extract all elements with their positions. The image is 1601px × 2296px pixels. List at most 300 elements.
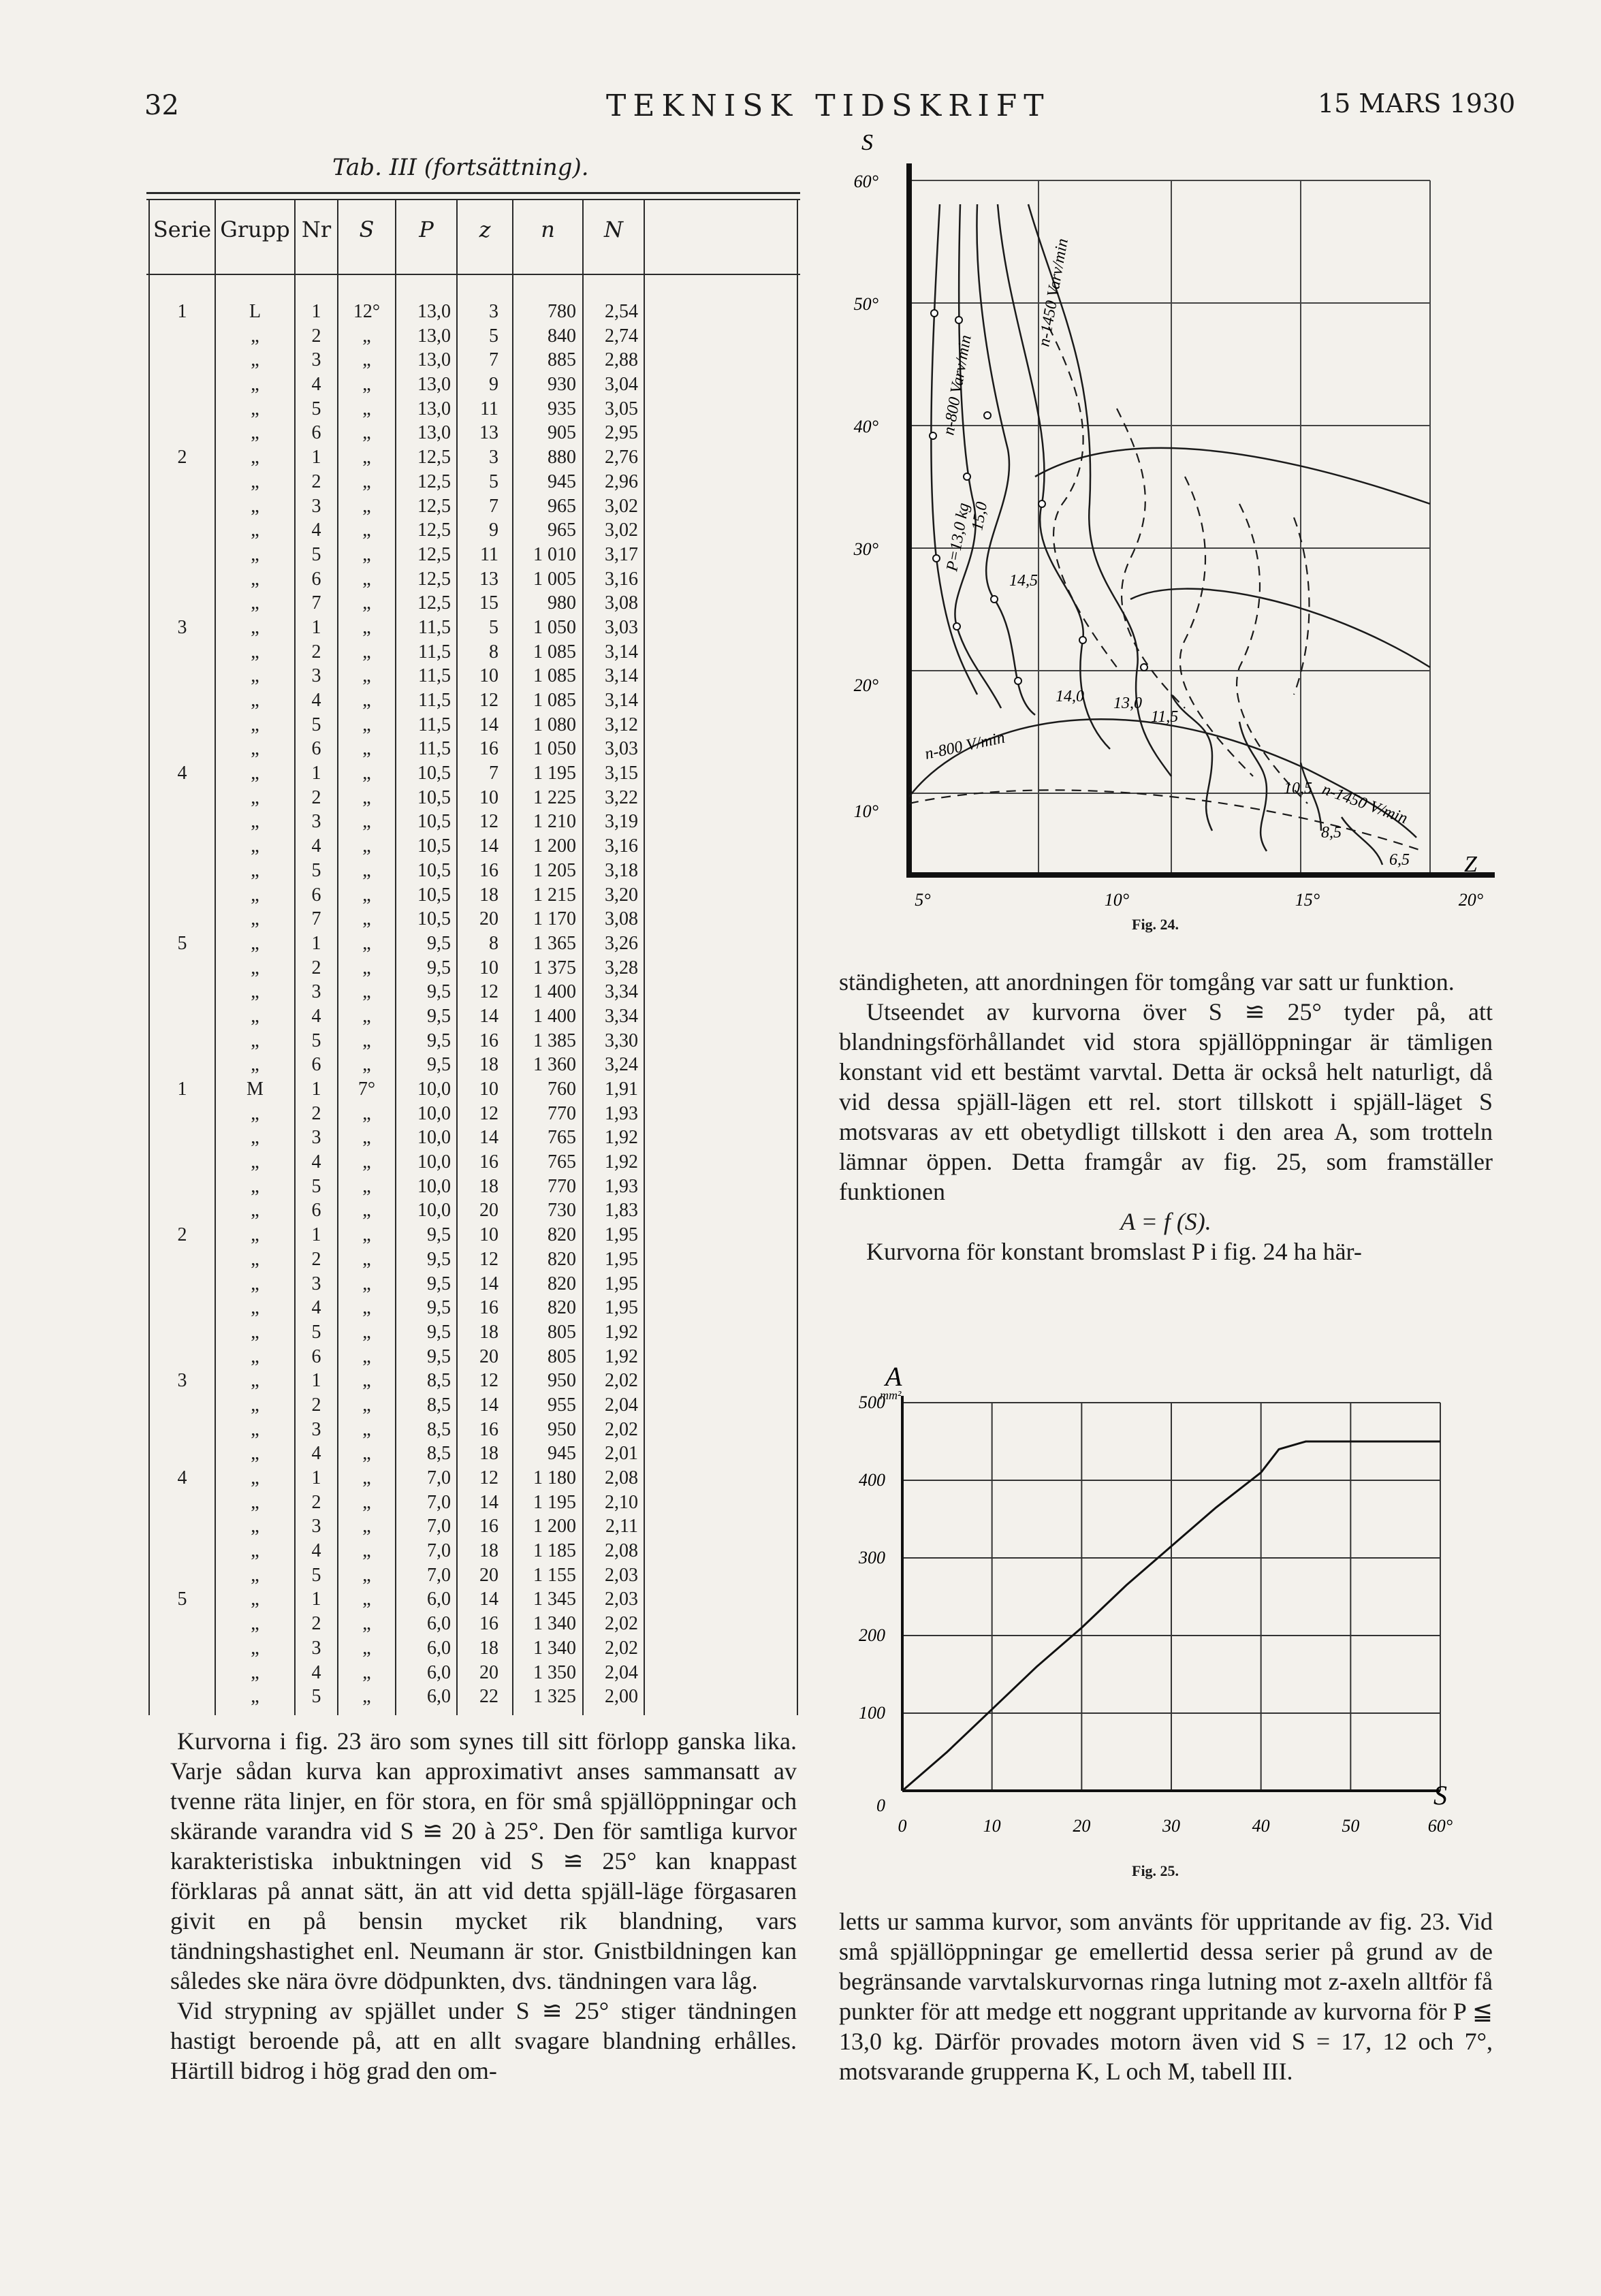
table-cell-nn: 3,28 <box>605 957 638 978</box>
table-cell-nn: 2,11 <box>605 1516 638 1537</box>
table-cell-p: 11,5 <box>418 714 451 735</box>
table-cell-nn: 1,93 <box>605 1102 638 1124</box>
col-header-serie: Serie <box>153 217 212 242</box>
table-cell-serie <box>150 640 215 665</box>
table-cell-nn: 2,76 <box>605 447 638 468</box>
table-cell-s: „ <box>362 1394 371 1416</box>
table-cell-nr: 5 <box>311 1686 321 1708</box>
table-cell-z: 20 <box>479 908 498 930</box>
table-cell-nn: 3,02 <box>605 495 638 517</box>
table-cell-nn: 2,02 <box>605 1637 638 1659</box>
table-cell-nn: 1,95 <box>605 1248 638 1270</box>
table-cell-grupp: „ <box>251 471 259 492</box>
table-cell-n: 945 <box>548 471 576 492</box>
table-cell-grupp: „ <box>251 1248 259 1270</box>
table-cell-grupp: „ <box>251 592 259 614</box>
table-cell-s: „ <box>362 520 371 541</box>
table-cell-s: „ <box>362 1564 371 1586</box>
fig25-xtick: 30 <box>1162 1816 1180 1836</box>
fig24-label-n1450: n-1450 Varv/min <box>1035 237 1072 349</box>
table-cell-nr: 1 <box>311 301 321 322</box>
table-cell-grupp: „ <box>251 1321 259 1343</box>
table-cell-nn: 3,34 <box>605 981 638 1003</box>
table-cell-nn: 3,03 <box>605 738 638 760</box>
table-cell-nn: 2,04 <box>605 1394 638 1416</box>
table-cell-z: 14 <box>479 1273 498 1294</box>
table-cell-z: 12 <box>479 690 498 711</box>
table-cell-grupp: „ <box>251 447 259 468</box>
table-cell-n: 765 <box>548 1151 576 1173</box>
table-cell-s: „ <box>362 859 371 881</box>
table-cell-serie <box>150 1636 215 1661</box>
table-cell-nr: 6 <box>311 1054 321 1076</box>
table-cell-p: 10,5 <box>417 908 451 930</box>
table-cell-n: 1 400 <box>533 981 576 1003</box>
fig24-label-n800b: n-800 V/min <box>923 729 1006 763</box>
table-cell-s: „ <box>362 763 371 784</box>
table-cell-grupp: „ <box>251 349 259 371</box>
table-cell-z: 7 <box>489 495 498 517</box>
fig24-ytick: 60° <box>853 172 878 191</box>
table-cell-p: 10,5 <box>417 786 451 808</box>
table-cell-p: 13,0 <box>417 325 451 347</box>
fig25-xtick: 10 <box>983 1816 1001 1836</box>
table-cell-grupp: „ <box>251 1127 259 1149</box>
table-cell-nr: 1 <box>311 447 321 468</box>
table-cell-nn: 3,14 <box>605 665 638 687</box>
table-cell-grupp: „ <box>251 811 259 833</box>
table-cell-p: 9,5 <box>427 1321 451 1343</box>
table-cell-nn: 3,18 <box>605 859 638 881</box>
table-cell-serie <box>150 1418 215 1442</box>
table-cell-p: 13,0 <box>417 398 451 419</box>
table-cell-n: 980 <box>548 592 576 614</box>
table-cell-serie <box>150 1490 215 1515</box>
table-cell-nr: 2 <box>311 957 321 978</box>
table-cell-nr: 2 <box>311 1394 321 1416</box>
table-cell-p: 7,0 <box>427 1540 451 1562</box>
table-cell-nn: 2,00 <box>605 1686 638 1708</box>
table-cell-nn: 3,30 <box>605 1030 638 1051</box>
table-cell-z: 18 <box>479 1540 498 1562</box>
table-cell-p: 12,5 <box>417 520 451 541</box>
table-cell-s: „ <box>362 811 371 833</box>
table-cell-s: „ <box>362 932 371 954</box>
table-cell-z: 14 <box>479 714 498 735</box>
table-cell-grupp: „ <box>251 1030 259 1051</box>
table-cell-nr: 3 <box>311 665 321 687</box>
fig24-caption: Fig. 24. <box>1132 916 1179 933</box>
table-cell-serie <box>150 1612 215 1636</box>
table-cell-p: 10,0 <box>417 1102 451 1124</box>
table-cell-p: 7,0 <box>427 1516 451 1537</box>
table-cell-serie <box>150 1685 215 1709</box>
table-cell-n: 955 <box>548 1394 576 1416</box>
table-cell-grupp: „ <box>251 1564 259 1586</box>
table-cell-s: „ <box>362 908 371 930</box>
table-cell-z: 3 <box>489 447 498 468</box>
fig24-xtick: 15° <box>1295 890 1320 910</box>
table-cell-nn: 3,14 <box>605 641 638 663</box>
table-cell-n: 805 <box>548 1345 576 1367</box>
table-cell-p: 13,0 <box>417 422 451 444</box>
table-cell-nr: 4 <box>311 1540 321 1562</box>
right-paragraph-3: Kurvorna för konstant bromslast P i fig. 24 ha här- <box>866 1238 1362 1265</box>
table-cell-n: 1 155 <box>533 1564 576 1586</box>
table-cell-serie <box>150 348 215 372</box>
table-cell-z: 12 <box>479 1248 498 1270</box>
table-cell-nn: 3,04 <box>605 374 638 396</box>
table-cell-nr: 5 <box>311 543 321 565</box>
table-cell-grupp: „ <box>251 1200 259 1222</box>
table-cell-serie <box>150 859 215 883</box>
table-cell-s: „ <box>362 543 371 565</box>
table-cell-z: 16 <box>479 1613 498 1635</box>
table-cell-s: „ <box>362 1102 371 1124</box>
table-cell-p: 10,0 <box>417 1079 451 1100</box>
table-cell-grupp: „ <box>251 690 259 711</box>
table-cell-serie <box>150 1320 215 1345</box>
table-cell-z: 15 <box>479 592 498 614</box>
fig24-label-130: 13,0 <box>1113 695 1142 712</box>
column-N <box>584 300 638 1709</box>
table-cell-grupp: M <box>247 1079 264 1100</box>
table-cell-grupp: „ <box>251 1273 259 1294</box>
table-cell-z: 16 <box>479 1297 498 1319</box>
table-cell-s: „ <box>362 495 371 517</box>
table-cell-nr: 7 <box>311 592 321 614</box>
column-grupp <box>216 300 294 1709</box>
table-cell-z: 10 <box>479 1079 498 1100</box>
table-cell-p: 6,0 <box>427 1613 451 1635</box>
table-cell-serie <box>150 421 215 445</box>
table-cell-n: 1 085 <box>533 665 576 687</box>
page-number: 32 <box>144 90 179 121</box>
table-cell-nn: 3,16 <box>605 835 638 857</box>
table-cell-n: 1 085 <box>533 641 576 663</box>
fig24-curve-p65 <box>1342 817 1382 865</box>
table-cell-n: 1 385 <box>533 1030 576 1051</box>
col-header-s: S <box>359 217 375 242</box>
table-cell-p: 6,0 <box>427 1589 451 1610</box>
table-cell-grupp: „ <box>251 957 259 978</box>
table-cell-s: „ <box>362 471 371 492</box>
fig25-ytick: 400 <box>859 1470 885 1490</box>
table-cell-s: „ <box>362 1297 371 1319</box>
table-cell-serie <box>150 980 215 1004</box>
table-cell-nr: 6 <box>311 884 321 906</box>
table-cell-grupp: „ <box>251 1443 259 1465</box>
right-paragraph-1: ständigheten, att anordningen för tomgång var satt ur funktion. <box>839 968 1455 995</box>
table-cell-p: 8,5 <box>427 1418 451 1440</box>
table-cell-s: „ <box>362 374 371 396</box>
table-cell-nn: 3,19 <box>605 811 638 833</box>
table-cell-grupp: „ <box>251 1345 259 1367</box>
table-cell-serie <box>150 1029 215 1053</box>
table-cell-nr: 3 <box>311 349 321 371</box>
table-cell-nn: 2,03 <box>605 1564 638 1586</box>
table-cell-z: 20 <box>479 1564 498 1586</box>
table-cell-grupp: „ <box>251 1054 259 1076</box>
table-cell-z: 12 <box>479 1102 498 1124</box>
table-cell-s: „ <box>362 981 371 1003</box>
table-cell-grupp: „ <box>251 1686 259 1708</box>
table-cell-z: 20 <box>479 1200 498 1222</box>
table-cell-serie: 1 <box>177 301 187 322</box>
table-cell-n: 760 <box>548 1079 576 1100</box>
table-cell-nr: 2 <box>311 1248 321 1270</box>
table-cell-nr: 4 <box>311 835 321 857</box>
table-cell-nr: 3 <box>311 1516 321 1537</box>
table-cell-nr: 2 <box>311 325 321 347</box>
table-cell-nn: 3,17 <box>605 543 638 565</box>
table-cell-s: „ <box>362 325 371 347</box>
fig24-label-115: 11,5 <box>1151 708 1179 726</box>
fig24-dashed-5 <box>1294 517 1310 695</box>
fig24-label-65: 6,5 <box>1389 851 1410 869</box>
fig25-y-axis-label: A <box>885 1362 902 1392</box>
table-cell-p: 10,5 <box>417 859 451 881</box>
table-cell-z: 9 <box>489 520 498 541</box>
table-cell-p: 9,5 <box>427 1273 451 1294</box>
table-cell-nr: 3 <box>311 811 321 833</box>
table-cell-serie <box>150 834 215 859</box>
table-cell-n: 1 375 <box>533 957 576 978</box>
table-cell-p: 9,5 <box>427 957 451 978</box>
table-cell-nr: 1 <box>311 1467 321 1488</box>
fig25-xtick: 60° <box>1427 1816 1453 1836</box>
table-cell-serie <box>150 372 215 397</box>
right-paragraph-2: Utseendet av kurvorna över S ≌ 25° tyder på, att blandningsförhållandet vid stora spjällöppningar är tämligen konstant vid ett bestämt varvtal. Detta är också helt naturligt, då vid dessa spjäll-lägen ett rel. stort tillskott i spjäll-läget S motsvaras av ett obetydligt tillskott i den area A, som trotteln lämnar öppen. Detta framgår av fig. 25, som framställer funktionen <box>839 998 1493 1205</box>
fig24-label-145: 14,5 <box>1009 572 1038 590</box>
table-cell-n: 820 <box>548 1273 576 1294</box>
table-cell-s: „ <box>362 349 371 371</box>
table-cell-nn: 3,15 <box>605 763 638 784</box>
table-cell-p: 6,0 <box>427 1661 451 1683</box>
table-cell-grupp: „ <box>251 763 259 784</box>
table-cell-nn: 3,03 <box>605 616 638 638</box>
table-cell-p: 8,5 <box>427 1394 451 1416</box>
table-cell-n: 965 <box>548 520 576 541</box>
table-cell-serie <box>150 1004 215 1029</box>
table-cell-nn: 1,92 <box>605 1127 638 1149</box>
table-cell-n: 1 225 <box>533 786 576 808</box>
table-cell-n: 1 195 <box>533 1491 576 1513</box>
table-cell-s: „ <box>362 1005 371 1027</box>
column-z <box>458 300 498 1709</box>
table-cell-grupp: „ <box>251 908 259 930</box>
table-cell-nn: 3,12 <box>605 714 638 735</box>
fig25-ytick: 300 <box>859 1548 885 1567</box>
table-cell-n: 1 400 <box>533 1005 576 1027</box>
table-cell-grupp: „ <box>251 786 259 808</box>
table-cell-p: 12,5 <box>417 447 451 468</box>
table-cell-n: 1 170 <box>533 908 576 930</box>
table-cell-serie <box>150 1126 215 1150</box>
table-cell-nn: 2,08 <box>605 1540 638 1562</box>
fig25-ytick: 200 <box>859 1625 885 1645</box>
table-cell-n: 880 <box>548 447 576 468</box>
table-cell-nr: 4 <box>311 520 321 541</box>
table-cell-p: 11,5 <box>418 616 451 638</box>
table-cell-serie <box>150 1272 215 1296</box>
table-cell-z: 16 <box>479 1151 498 1173</box>
table-cell-s: „ <box>362 884 371 906</box>
table-cell-z: 22 <box>479 1686 498 1708</box>
table-cell-n: 1 205 <box>533 859 576 881</box>
table-cell-nn: 1,91 <box>605 1079 638 1100</box>
column-s <box>338 300 395 1709</box>
fig24-curve-p105 <box>1239 722 1267 851</box>
table-cell-grupp: „ <box>251 520 259 541</box>
table-cell-nn: 1,83 <box>605 1200 638 1222</box>
table-cell-z: 10 <box>479 957 498 978</box>
table-cell-grupp: „ <box>251 1491 259 1513</box>
table-cell-nr: 2 <box>311 1491 321 1513</box>
table-cell-z: 9 <box>489 374 498 396</box>
table-cell-grupp: „ <box>251 495 259 517</box>
table-cell-nr: 4 <box>311 1661 321 1683</box>
table-caption: Tab. III (fortsättning). <box>332 154 589 181</box>
table-cell-p: 7,0 <box>427 1564 451 1586</box>
table-cell-s: „ <box>362 1224 371 1246</box>
table-cell-grupp: „ <box>251 398 259 419</box>
table-cell-s: „ <box>362 957 371 978</box>
fig24-ytick: 20° <box>853 675 878 695</box>
table-cell-nr: 7 <box>311 908 321 930</box>
table-cell-nr: 5 <box>311 398 321 419</box>
right-paragraph-4: letts ur samma kurvor, som använts för uppritande av fig. 23. Vid små spjällöppningar ge emellertid dessa serier på grund av de begränsande varvtalskurvornas ringa lutning mot z-axeln alltför få punkter för att medge ett noggrant uppritande av kurvorna för P ≦ 13,0 kg. Därför provades motorn även vid S = 17, 12 och 7°, motsvarande grupperna K, L och M, tabell III. <box>839 1908 1493 2085</box>
table-cell-p: 10,5 <box>417 884 451 906</box>
table-cell-p: 9,5 <box>427 1054 451 1076</box>
table-cell-serie <box>150 1539 215 1563</box>
table-cell-serie <box>150 713 215 737</box>
table-cell-grupp: „ <box>251 374 259 396</box>
table-cell-n: 820 <box>548 1297 576 1319</box>
table-cell-serie <box>150 1150 215 1175</box>
fig24-xtick: 10° <box>1104 890 1130 910</box>
table-cell-serie: 4 <box>177 1467 187 1488</box>
table-cell-p: 9,5 <box>427 1297 451 1319</box>
fig24-ytick: 30° <box>853 539 878 559</box>
table-cell-serie <box>150 518 215 543</box>
table-cell-s: „ <box>362 1589 371 1610</box>
table-cell-s: „ <box>362 665 371 687</box>
table-cell-n: 1 360 <box>533 1054 576 1076</box>
table-cell-p: 10,0 <box>417 1127 451 1149</box>
table-cell-serie <box>150 1175 215 1199</box>
table-cell-n: 1 325 <box>533 1686 576 1708</box>
table-cell-p: 12,5 <box>417 592 451 614</box>
table-cell-nn: 1,95 <box>605 1297 638 1319</box>
table-cell-nr: 5 <box>311 1175 321 1197</box>
table-cell-n: 1 210 <box>533 811 576 833</box>
table-cell-grupp: „ <box>251 325 259 347</box>
table-cell-s: „ <box>362 1273 371 1294</box>
table-cell-z: 18 <box>479 1175 498 1197</box>
table-cell-nn: 3,14 <box>605 690 638 711</box>
fig25-ytick: 0 <box>876 1796 885 1815</box>
table-cell-z: 14 <box>479 1394 498 1416</box>
table-cell-grupp: „ <box>251 1637 259 1659</box>
fig24-y-axis-label: S <box>861 130 873 155</box>
table-cell-z: 10 <box>479 786 498 808</box>
table-cell-z: 10 <box>479 665 498 687</box>
table-cell-p: 12,5 <box>417 471 451 492</box>
table-cell-nn: 3,24 <box>605 1054 638 1076</box>
fig24-dashed-2 <box>1117 409 1185 708</box>
table-cell-nr: 6 <box>311 568 321 590</box>
table-cell-grupp: „ <box>251 543 259 565</box>
fig25-caption: Fig. 25. <box>1132 1862 1179 1879</box>
table-cell-n: 1 080 <box>533 714 576 735</box>
table-cell-z: 12 <box>479 811 498 833</box>
table-cell-serie <box>150 1514 215 1539</box>
table-cell-nr: 1 <box>311 1224 321 1246</box>
table-cell-nn: 2,96 <box>605 471 638 492</box>
table-cell-p: 6,0 <box>427 1637 451 1659</box>
table-cell-p: 11,5 <box>418 690 451 711</box>
table-cell-s: „ <box>362 1175 371 1197</box>
table-cell-s: „ <box>362 738 371 760</box>
table-cell-s: „ <box>362 1127 371 1149</box>
column-serie <box>150 300 215 1709</box>
table-cell-serie <box>150 1563 215 1588</box>
table-cell-nr: 4 <box>311 1005 321 1027</box>
fig24-label-p13: P=13,0 kg <box>943 501 973 573</box>
table-cell-grupp: „ <box>251 1151 259 1173</box>
table-cell-z: 5 <box>489 616 498 638</box>
table-cell-z: 18 <box>479 1054 498 1076</box>
table-cell-n: 905 <box>548 422 576 444</box>
table-cell-z: 13 <box>479 422 498 444</box>
table-cell-serie <box>150 591 215 616</box>
table-cell-grupp: L <box>249 301 261 322</box>
table-cell-nr: 4 <box>311 1297 321 1319</box>
table-cell-s: „ <box>362 1030 371 1051</box>
table-cell-serie <box>150 1102 215 1126</box>
table-cell-serie <box>150 883 215 908</box>
table-cell-s: „ <box>362 1200 371 1222</box>
table-cell-serie: 2 <box>177 1224 187 1246</box>
table-cell-n: 1 050 <box>533 616 576 638</box>
table-cell-nr: 2 <box>311 1613 321 1635</box>
table-cell-nn: 3,22 <box>605 786 638 808</box>
table-cell-nr: 6 <box>311 738 321 760</box>
table-cell-nr: 1 <box>311 1079 321 1100</box>
fig25-y-unit: mm² <box>880 1388 902 1402</box>
table-cell-z: 7 <box>489 763 498 784</box>
table-cell-serie <box>150 567 215 592</box>
table-cell-nn: 2,04 <box>605 1661 638 1683</box>
table-cell-serie: 3 <box>177 1370 187 1392</box>
table-cell-serie <box>150 1296 215 1320</box>
table-cell-grupp: „ <box>251 1418 259 1440</box>
table-cell-grupp: „ <box>251 1394 259 1416</box>
table-cell-grupp: „ <box>251 422 259 444</box>
table-cell-z: 13 <box>479 568 498 590</box>
table-cell-grupp: „ <box>251 859 259 881</box>
table-cell-n: 1 365 <box>533 932 576 954</box>
table-cell-p: 10,0 <box>417 1200 451 1222</box>
table-cell-n: 820 <box>548 1248 576 1270</box>
col-header-N: N <box>604 217 623 242</box>
fig24-label-140: 14,0 <box>1056 688 1084 705</box>
table-cell-n: 1 200 <box>533 835 576 857</box>
table-cell-n: 770 <box>548 1102 576 1124</box>
table-cell-p: 10,0 <box>417 1151 451 1173</box>
table-cell-nn: 1,95 <box>605 1273 638 1294</box>
